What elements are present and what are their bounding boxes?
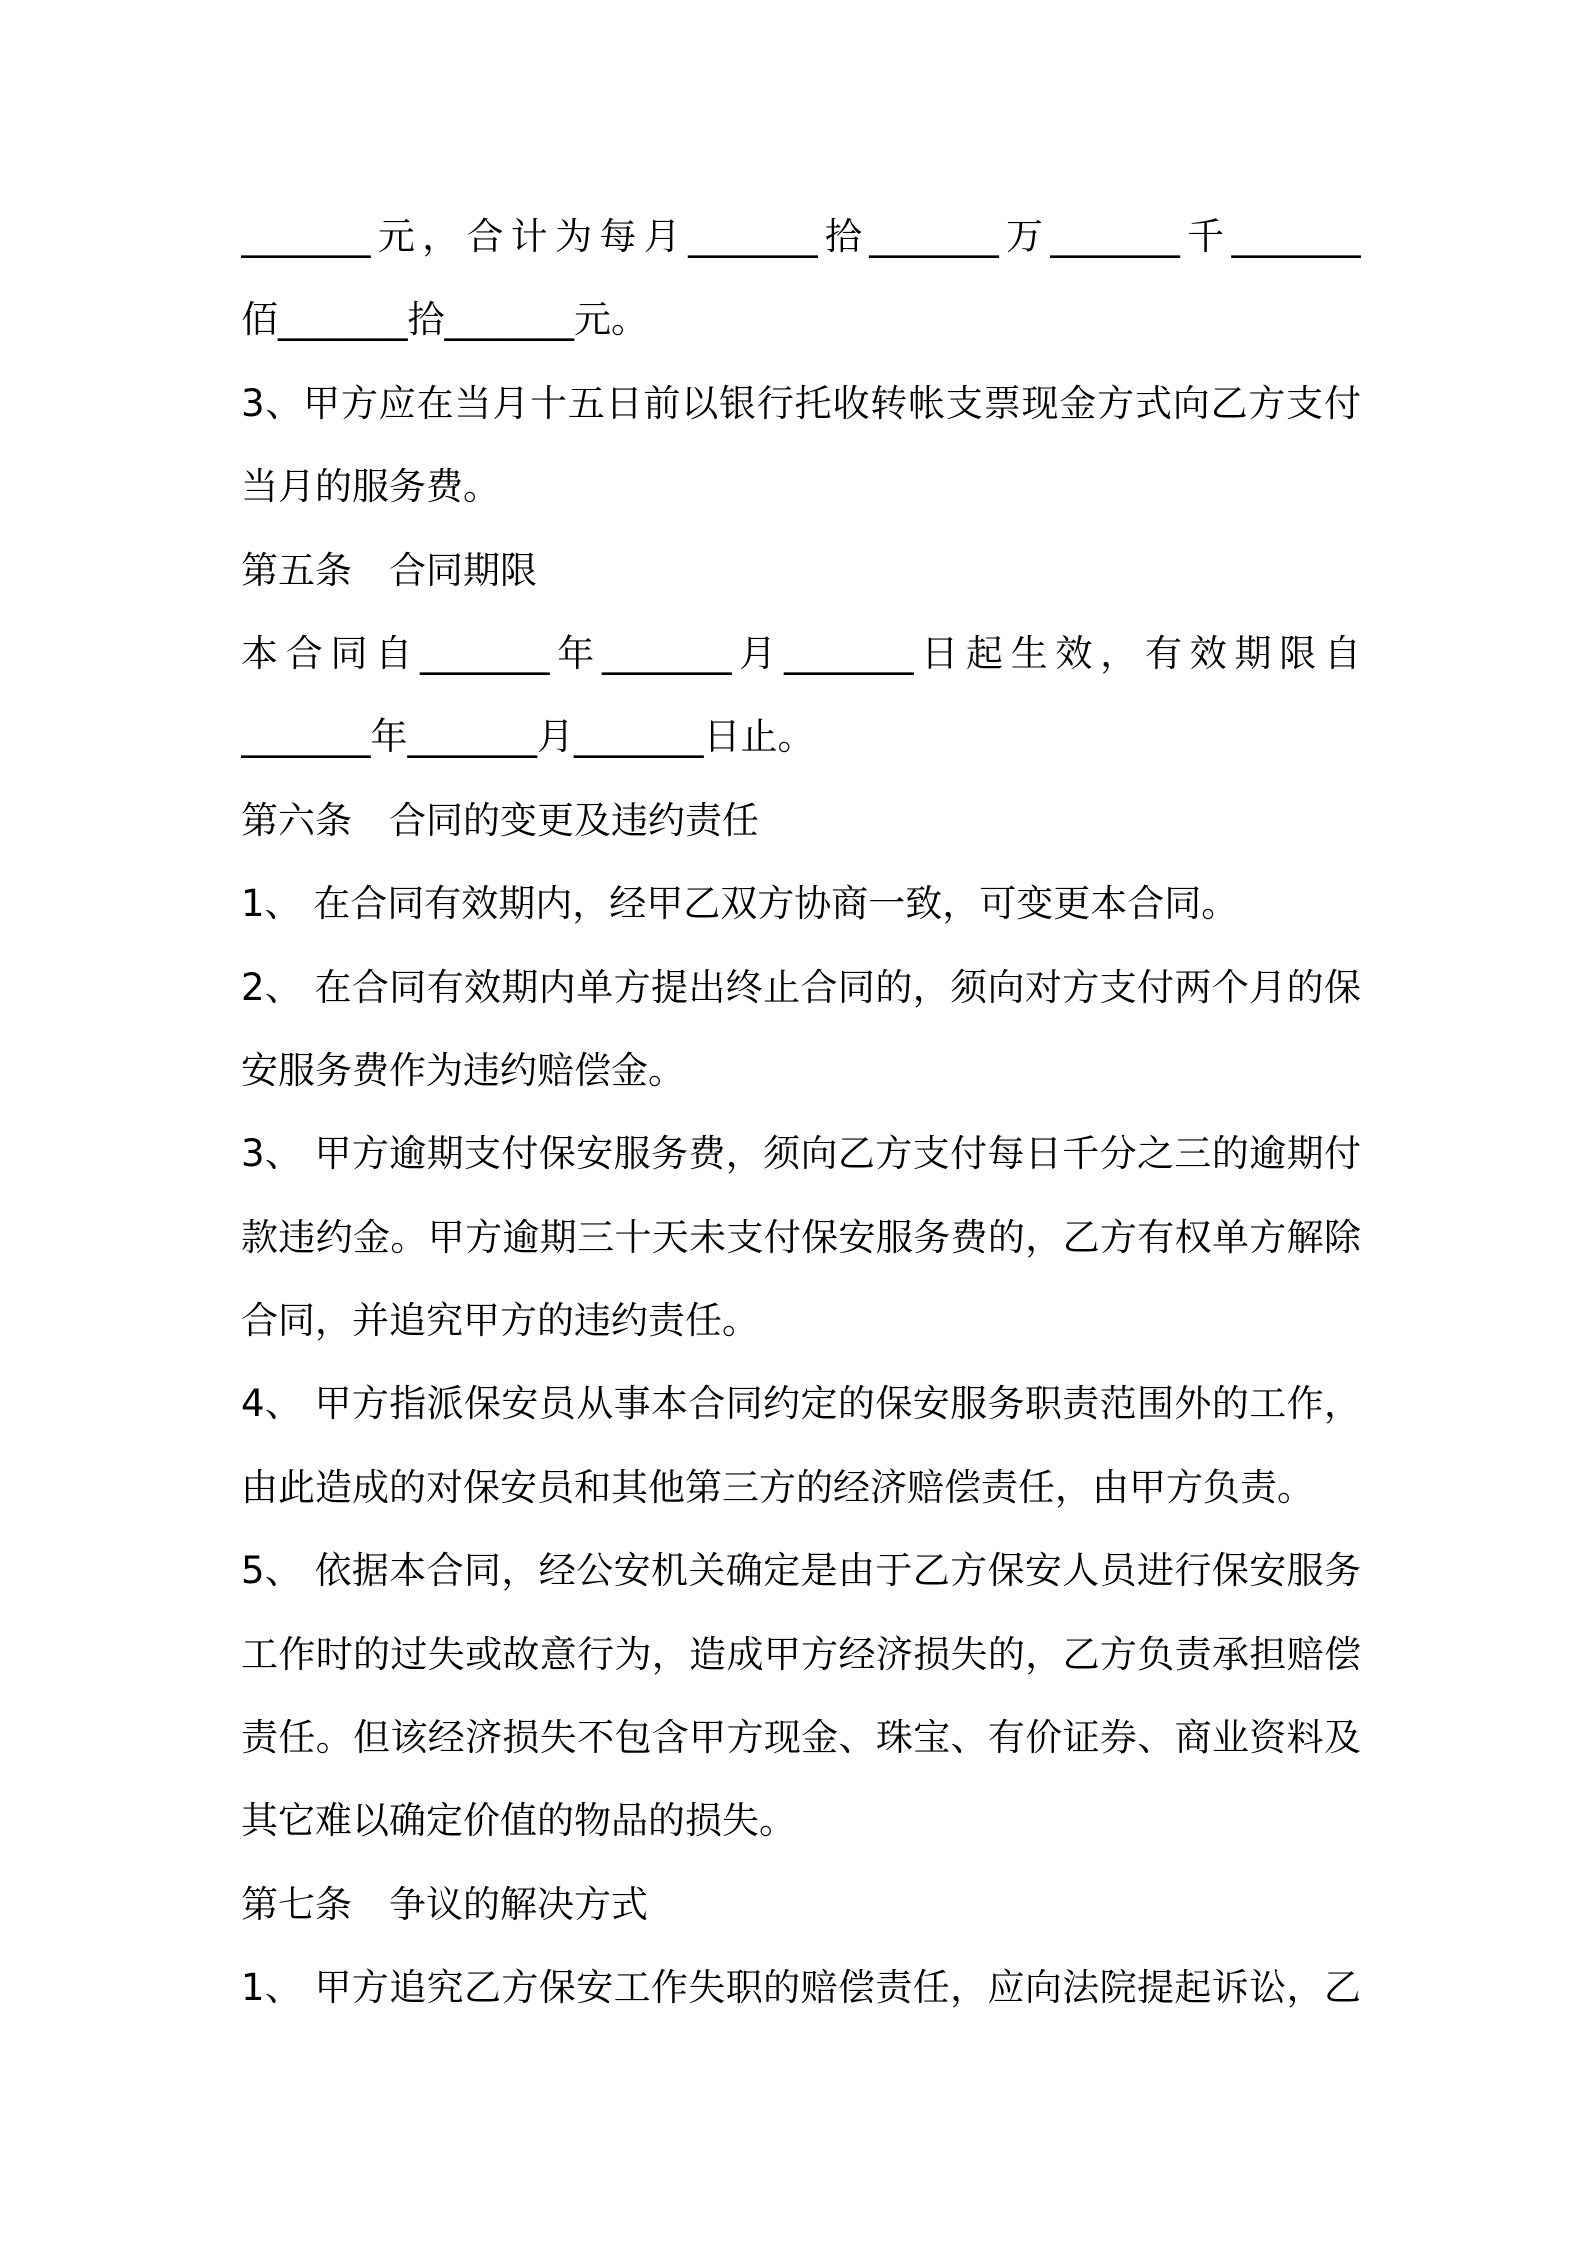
text-line-payment-method: 3、甲方应在当月十五日前以银行托收转帐支票现金方式向乙方支付: [241, 381, 1361, 425]
contract-text: [241, 195, 1361, 2030]
text-line-clause-6-5-cont: 工作时的过失或故意行为，造成甲方经济损失的，乙方负责承担赔偿: [241, 1632, 1361, 1676]
text-line-clause-6-3: 3、 甲方逾期支付保安服务费，须向乙方支付每日千分之三的逾期付: [241, 1132, 1361, 1176]
text-line-clause-6-5-end: 其它难以确定价值的物品的损失。: [241, 1799, 796, 1843]
text-line-clause-6-2-cont: 安服务费作为违约赔偿金。: [241, 1048, 685, 1092]
text-line-clause-6-5-cont2: 责任。但该经济损失不包含甲方现金、珠宝、有价证券、商业资料及: [241, 1716, 1361, 1760]
text-line-clause-6-2: 2、 在合同有效期内单方提出终止合同的，须向对方支付两个月的保: [241, 965, 1361, 1009]
text-line-clause-7-1: 1、 甲方追究乙方保安工作失职的赔偿责任，应向法院提起诉讼，乙: [241, 1966, 1361, 2010]
text-line-fee-amount: _______元，合计为每月_______拾_______万_______千_______: [241, 215, 1361, 258]
text-line-clause-6-3-end: 合同，并追究甲方的违约责任。: [241, 1299, 759, 1343]
text-line-term-end: _______年_______月_______日止。: [241, 715, 815, 759]
heading-article-6: 第六条 合同的变更及违约责任: [241, 798, 759, 842]
heading-article-7: 第七条 争议的解决方式: [241, 1882, 648, 1926]
text-line-fee-amount-cont: 佰_______拾_______元。: [241, 298, 648, 342]
text-line-clause-6-1: 1、 在合同有效期内，经甲乙双方协商一致，可变更本合同。: [241, 882, 1239, 926]
text-line-clause-6-3-cont: 款违约金。甲方逾期三十天未支付保安服务费的，乙方有权单方解除: [241, 1215, 1361, 1259]
text-line-clause-6-4: 4、 甲方指派保安员从事本合同约定的保安服务职责范围外的工作，: [241, 1382, 1361, 1426]
text-line-clause-6-4-cont: 由此造成的对保安员和其他第三方的经济赔偿责任，由甲方负责。: [241, 1465, 1314, 1509]
text-line-clause-6-5: 5、 依据本合同，经公安机关确定是由于乙方保安人员进行保安服务: [241, 1549, 1361, 1593]
text-line-payment-method-cont: 当月的服务费。: [241, 465, 500, 509]
heading-article-5: 第五条 合同期限: [241, 548, 537, 592]
text-line-term-start: 本合同自_______年_______月_______日起生效，有效期限自: [241, 631, 1361, 675]
